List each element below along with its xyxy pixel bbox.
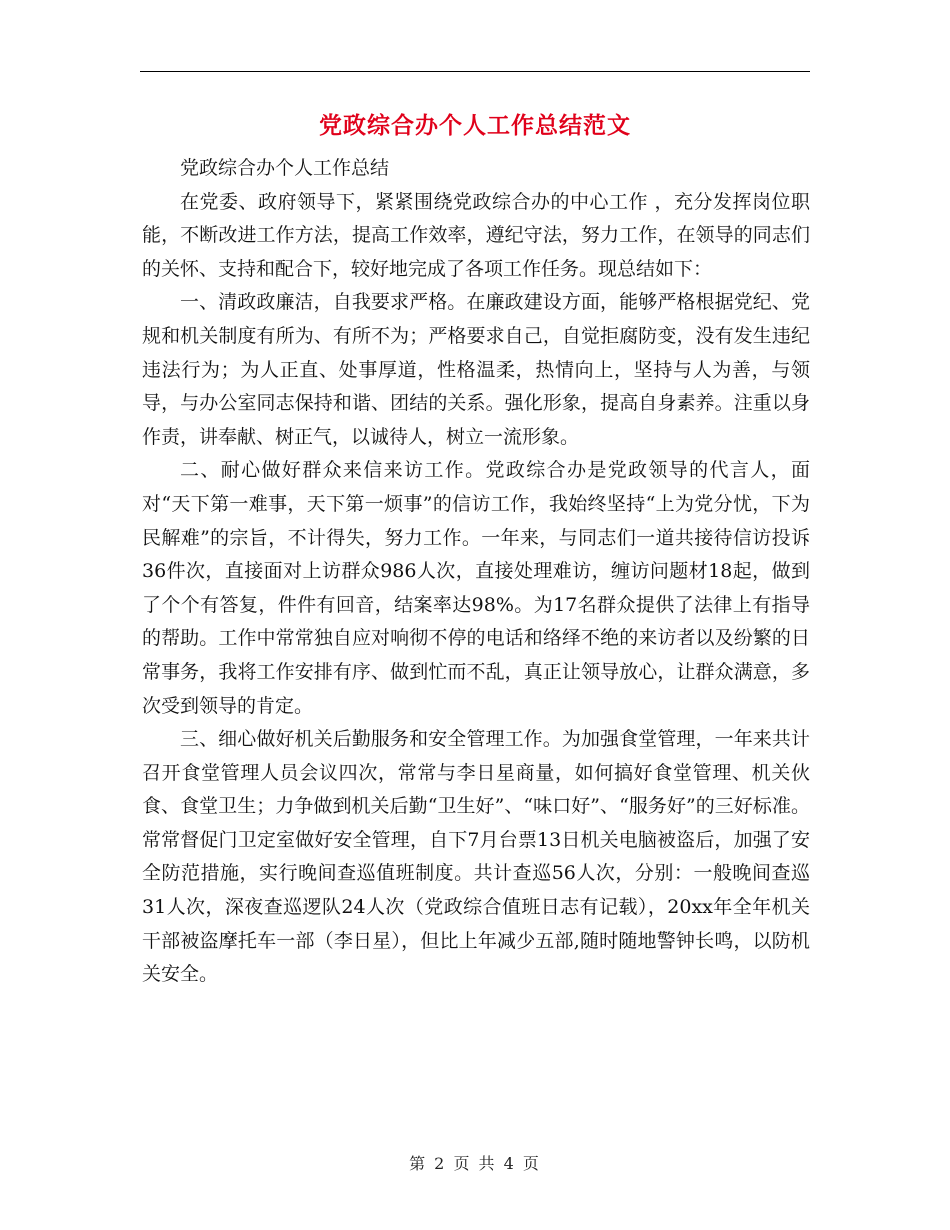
paragraph-intro: 在党委、政府领导下，紧紧围绕党政综合办的中心工作 ，充分发挥岗位职能，不断改进工作方法，提高工作效率，遵纪守法，努力工作，在领导的同志们的关怀、支持和配合下，较好地完成了各项工作任务。现总结如下： (142, 190, 810, 280)
document-title: 党政综合办个人工作总结范文 (319, 112, 631, 139)
paragraph-section-3: 三、细心做好机关后勤服务和安全管理工作。为加强食堂管理，一年来共计召开食堂管理人员会议四次，常常与李日星商量，如何搞好食堂管理、机关伙食、食堂卫生；力争做到机关后勤“卫生好”、“味口好”、“服务好”的三好标准。常常督促门卫定室做好安全管理，自下7月台票13日机关电脑被盗后，加强了安全防范措施，实行晚间查巡值班制度。共计查巡56人次，分别：一般晚间查巡31人次，深夜查巡逻队24人次（党政综合值班日志有记载），20xx年全年机关干部被盗摩托车一部（李日星），但比上年减少五部,随时随地警钟长鸣，以防机关安全。 (142, 728, 810, 986)
page-number: 第 2 页 共 4 页 (409, 1154, 541, 1173)
document-body (142, 152, 810, 992)
paragraph-section-1: 一、清政政廉洁，自我要求严格。在廉政建设方面，能够严格根据党纪、党规和机关制度有所为、有所不为；严格要求自己，自觉拒腐防变，没有发生违纪违法行为；为人正直、处事厚道，性格温柔，热情向上，坚持与人为善，与领导，与办公室同志保持和谐、团结的关系。强化形象，提高自身素养。注重以身作责，讲奉献、树正气，以诚待人，树立一流形象。 (142, 291, 810, 448)
paragraph-section-2: 二、耐心做好群众来信来访工作。党政综合办是党政领导的代言人，面对“天下第一难事，天下第一烦事”的信访工作，我始终坚持“上为党分忧，下为民解难”的宗旨，不计得失，努力工作。一年来，与同志们一道共接待信访投诉36件次，直接面对上访群众986人次，直接处理难访，缠访问题材18起，做到了个个有答复，件件有回音，结案率达98%。为17名群众提供了法律上有指导的帮助。工作中常常独自应对响彻不停的电话和络绎不绝的来访者以及纷繁的日常事务，我将工作安排有序、做到忙而不乱，真正让领导放心，让群众满意，多次受到领导的肯定。 (142, 459, 810, 717)
header-rule (140, 71, 810, 72)
paragraph-subtitle: 党政综合办个人工作总结 (180, 157, 390, 179)
